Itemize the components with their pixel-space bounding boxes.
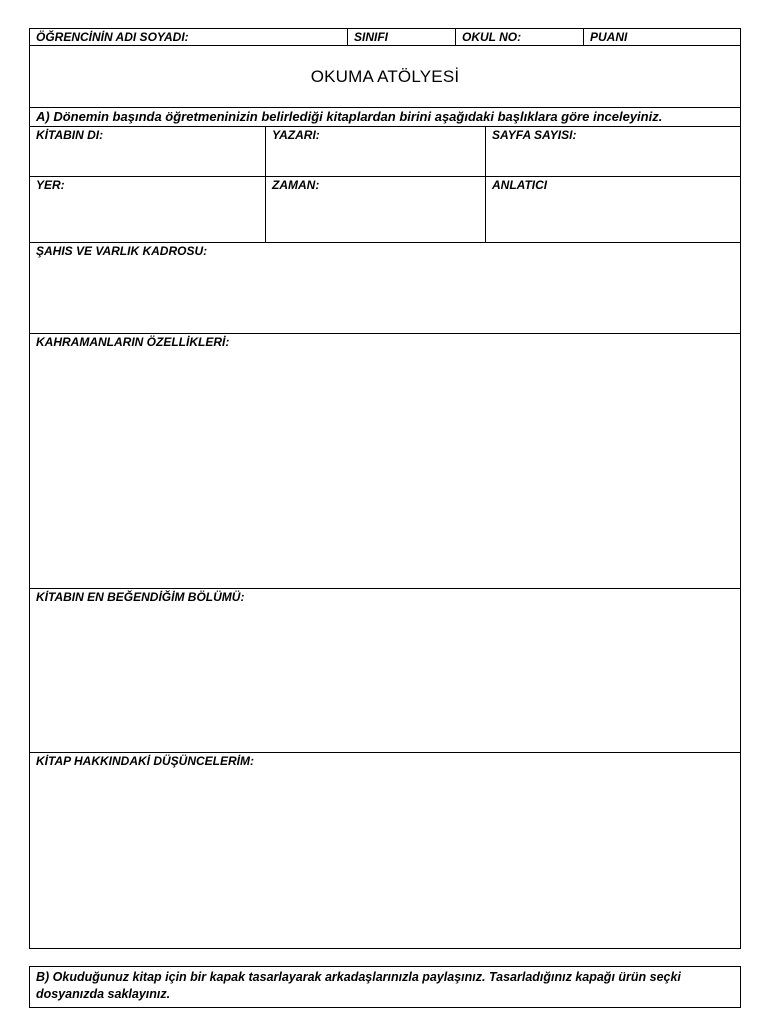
narrator-field[interactable]: ANLATICI xyxy=(492,178,548,192)
book-info-row-2 xyxy=(30,177,740,243)
place-field[interactable]: YER: xyxy=(30,177,266,242)
school-no-field[interactable]: OKUL NO: xyxy=(456,29,584,45)
time-field[interactable]: ZAMAN: xyxy=(266,177,486,242)
student-name-field[interactable]: ÖĞRENCİNİN ADI SOYADI: xyxy=(30,29,348,45)
book-info-row-1 xyxy=(30,127,740,177)
characters-field[interactable]: ŞAHIS VE VARLIK KADROSU: xyxy=(36,244,208,258)
hero-traits-row xyxy=(30,334,740,589)
header-row xyxy=(30,29,740,46)
thoughts-row xyxy=(30,753,740,948)
hero-traits-field[interactable]: KAHRAMANLARIN ÖZELLİKLERİ: xyxy=(36,335,230,349)
page-count-field[interactable]: SAYFA SAYISI: xyxy=(492,128,577,142)
instruction-b: B) Okuduğunuz kitap için bir kapak tasarlayarak arkadaşlarınızla paylaşınız. Tasarladığınız kapağı ürün seçki dosyanızda saklayınız. xyxy=(29,966,741,1008)
thoughts-field[interactable]: KİTAP HAKKINDAKİ DÜŞÜNCELERİM: xyxy=(36,754,254,768)
page-title: OKUMA ATÖLYESİ xyxy=(310,66,460,86)
favorite-part-row xyxy=(30,589,740,753)
instruction-a-row xyxy=(30,108,740,127)
characters-row xyxy=(30,243,740,334)
class-field[interactable]: SINIFI xyxy=(348,29,456,45)
worksheet-table xyxy=(29,28,741,949)
favorite-part-field[interactable]: KİTABIN EN BEĞENDİĞİM BÖLÜMÜ: xyxy=(36,590,245,604)
instruction-a: A) Dönemin başında öğretmeninizin belirlediği kitaplardan birini aşağıdaki başlıklara göre inceleyiniz. xyxy=(36,109,663,124)
title-row xyxy=(30,46,740,108)
book-name-field[interactable]: KİTABIN DI: xyxy=(30,127,266,176)
author-field[interactable]: YAZARI: xyxy=(266,127,486,176)
score-field[interactable]: PUANI xyxy=(590,30,628,44)
